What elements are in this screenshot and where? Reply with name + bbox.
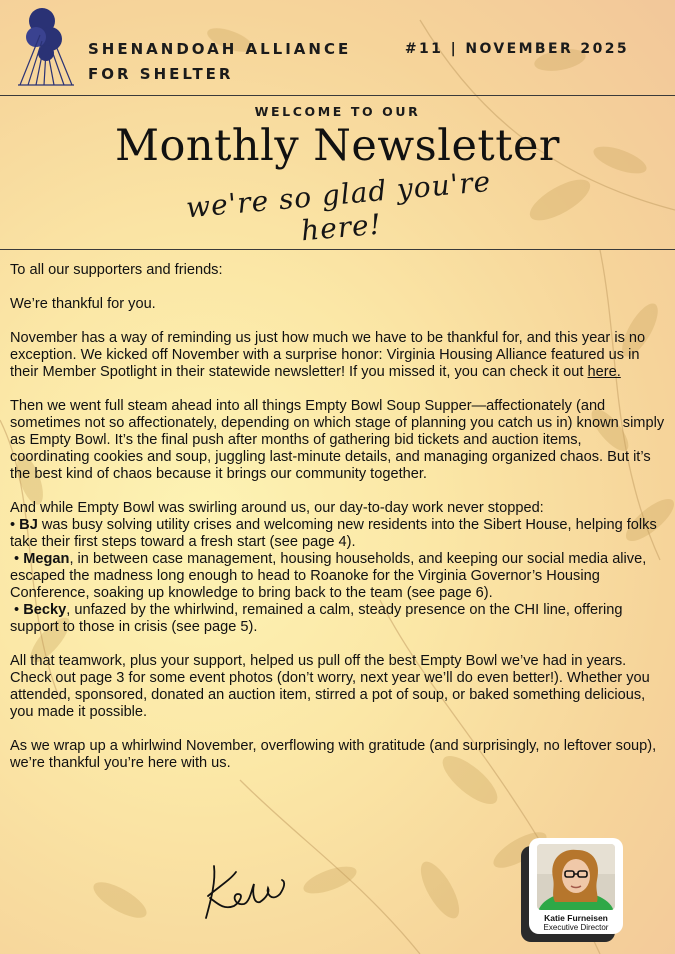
paragraph-teamwork: All that teamwork, plus your support, helped us pull off the best Empty Bowl we’ve had in years. Check out page 3 for some event photos (don’t worry, next year we’ll do even better!). Whether you attended, sponsored, donated an auction item, stirred a pot of soup, or baked something delicious, you made it possible. xyxy=(10,653,650,720)
tagline: we're so glad you're here! xyxy=(184,164,493,248)
author-photo xyxy=(537,844,615,910)
header-divider xyxy=(0,95,675,96)
author-name: Katie Furneisen xyxy=(544,913,608,923)
bullet-name: Becky xyxy=(23,602,67,618)
masthead-divider xyxy=(0,249,675,250)
bullet-name: BJ xyxy=(19,517,38,533)
organization-name-line1: SHENANDOAH ALLIANCE xyxy=(88,40,352,58)
author-role: Executive Director xyxy=(543,923,609,932)
bullet-text: was busy solving utility crises and welcoming new residents into the Sibert House, helping folks take their first steps toward a fresh start (see page 4). xyxy=(10,517,657,550)
issue-label: #11 | NOVEMBER 2025 xyxy=(404,41,629,57)
spotlight-link[interactable]: here. xyxy=(587,364,621,380)
paragraph-team xyxy=(10,500,665,636)
greeting: To all our supporters and friends: xyxy=(10,262,223,278)
organization-name xyxy=(88,37,351,87)
bullet-name: Megan xyxy=(23,551,70,567)
bullet-bj: • BJ was busy solving utility crises and welcoming new residents into the Sibert House, helping folks take their first steps toward a fresh start (see page 4). xyxy=(10,517,657,550)
organization-name-line2: FOR SHELTER xyxy=(88,65,234,83)
paragraph-closing: As we wrap up a whirlwind November, overflowing with gratitude (and surprisingly, no leftover soup), we’re thankful you’re here with us. xyxy=(10,738,657,771)
thanks-line: We’re thankful for you. xyxy=(10,296,156,312)
organization-logo xyxy=(14,5,76,87)
bullet-megan: • Megan, in between case management, housing households, and keeping our social media alive, escaped the madness long enough to head to Roanoke for the Virginia Governor’s Housing Conference, soaking up knowledge to bring back to the team (see page 6). xyxy=(10,551,647,601)
newsletter-header xyxy=(0,0,675,95)
author-photo-card xyxy=(529,838,623,934)
handwritten-signature xyxy=(200,858,290,928)
paragraph-spotlight xyxy=(10,330,665,381)
letter-body xyxy=(10,262,665,789)
newsletter-title: Monthly Newsletter xyxy=(114,121,560,171)
team-intro: And while Empty Bowl was swirling around us, our day-to-day work never stopped: xyxy=(10,500,544,516)
welcome-label: WELCOME TO OUR xyxy=(254,104,421,119)
paragraph-spotlight-text: November has a way of reminding us just how much we have to be thankful for, and this year is no exception. We kicked off November with a surprise honor: Virginia Housing Alliance featured us in their Member Spotlight in their statewide newsletter! If you missed it, you can check it out xyxy=(10,330,646,380)
bullet-text: , in between case management, housing households, and keeping our social media alive, escaped the madness long enough to head to Roanoke for the Virginia Governor’s Housing Conference, soaking up knowledge to bring back to the team (see page 6). xyxy=(10,551,647,601)
bullet-becky: • Becky, unfazed by the whirlwind, remained a calm, steady presence on the CHI line, offering support to those in crisis (see page 5). xyxy=(10,602,623,635)
paragraph-empty-bowl: Then we went full steam ahead into all things Empty Bowl Soup Supper—affectionately (and sometimes not so affectionately, depending on which stage of planning you catch us in) known simply as Empty Bowl. It’s the final push after months of gathering bid tickets and auction items, coordinating cookies and soup, juggling last-minute details, and managing organized chaos. But it’s the best kind of chaos because it brings our community together. xyxy=(10,398,665,482)
bullet-text: , unfazed by the whirlwind, remained a calm, steady presence on the CHI line, offering support to those in crisis (see page 5). xyxy=(10,602,623,635)
